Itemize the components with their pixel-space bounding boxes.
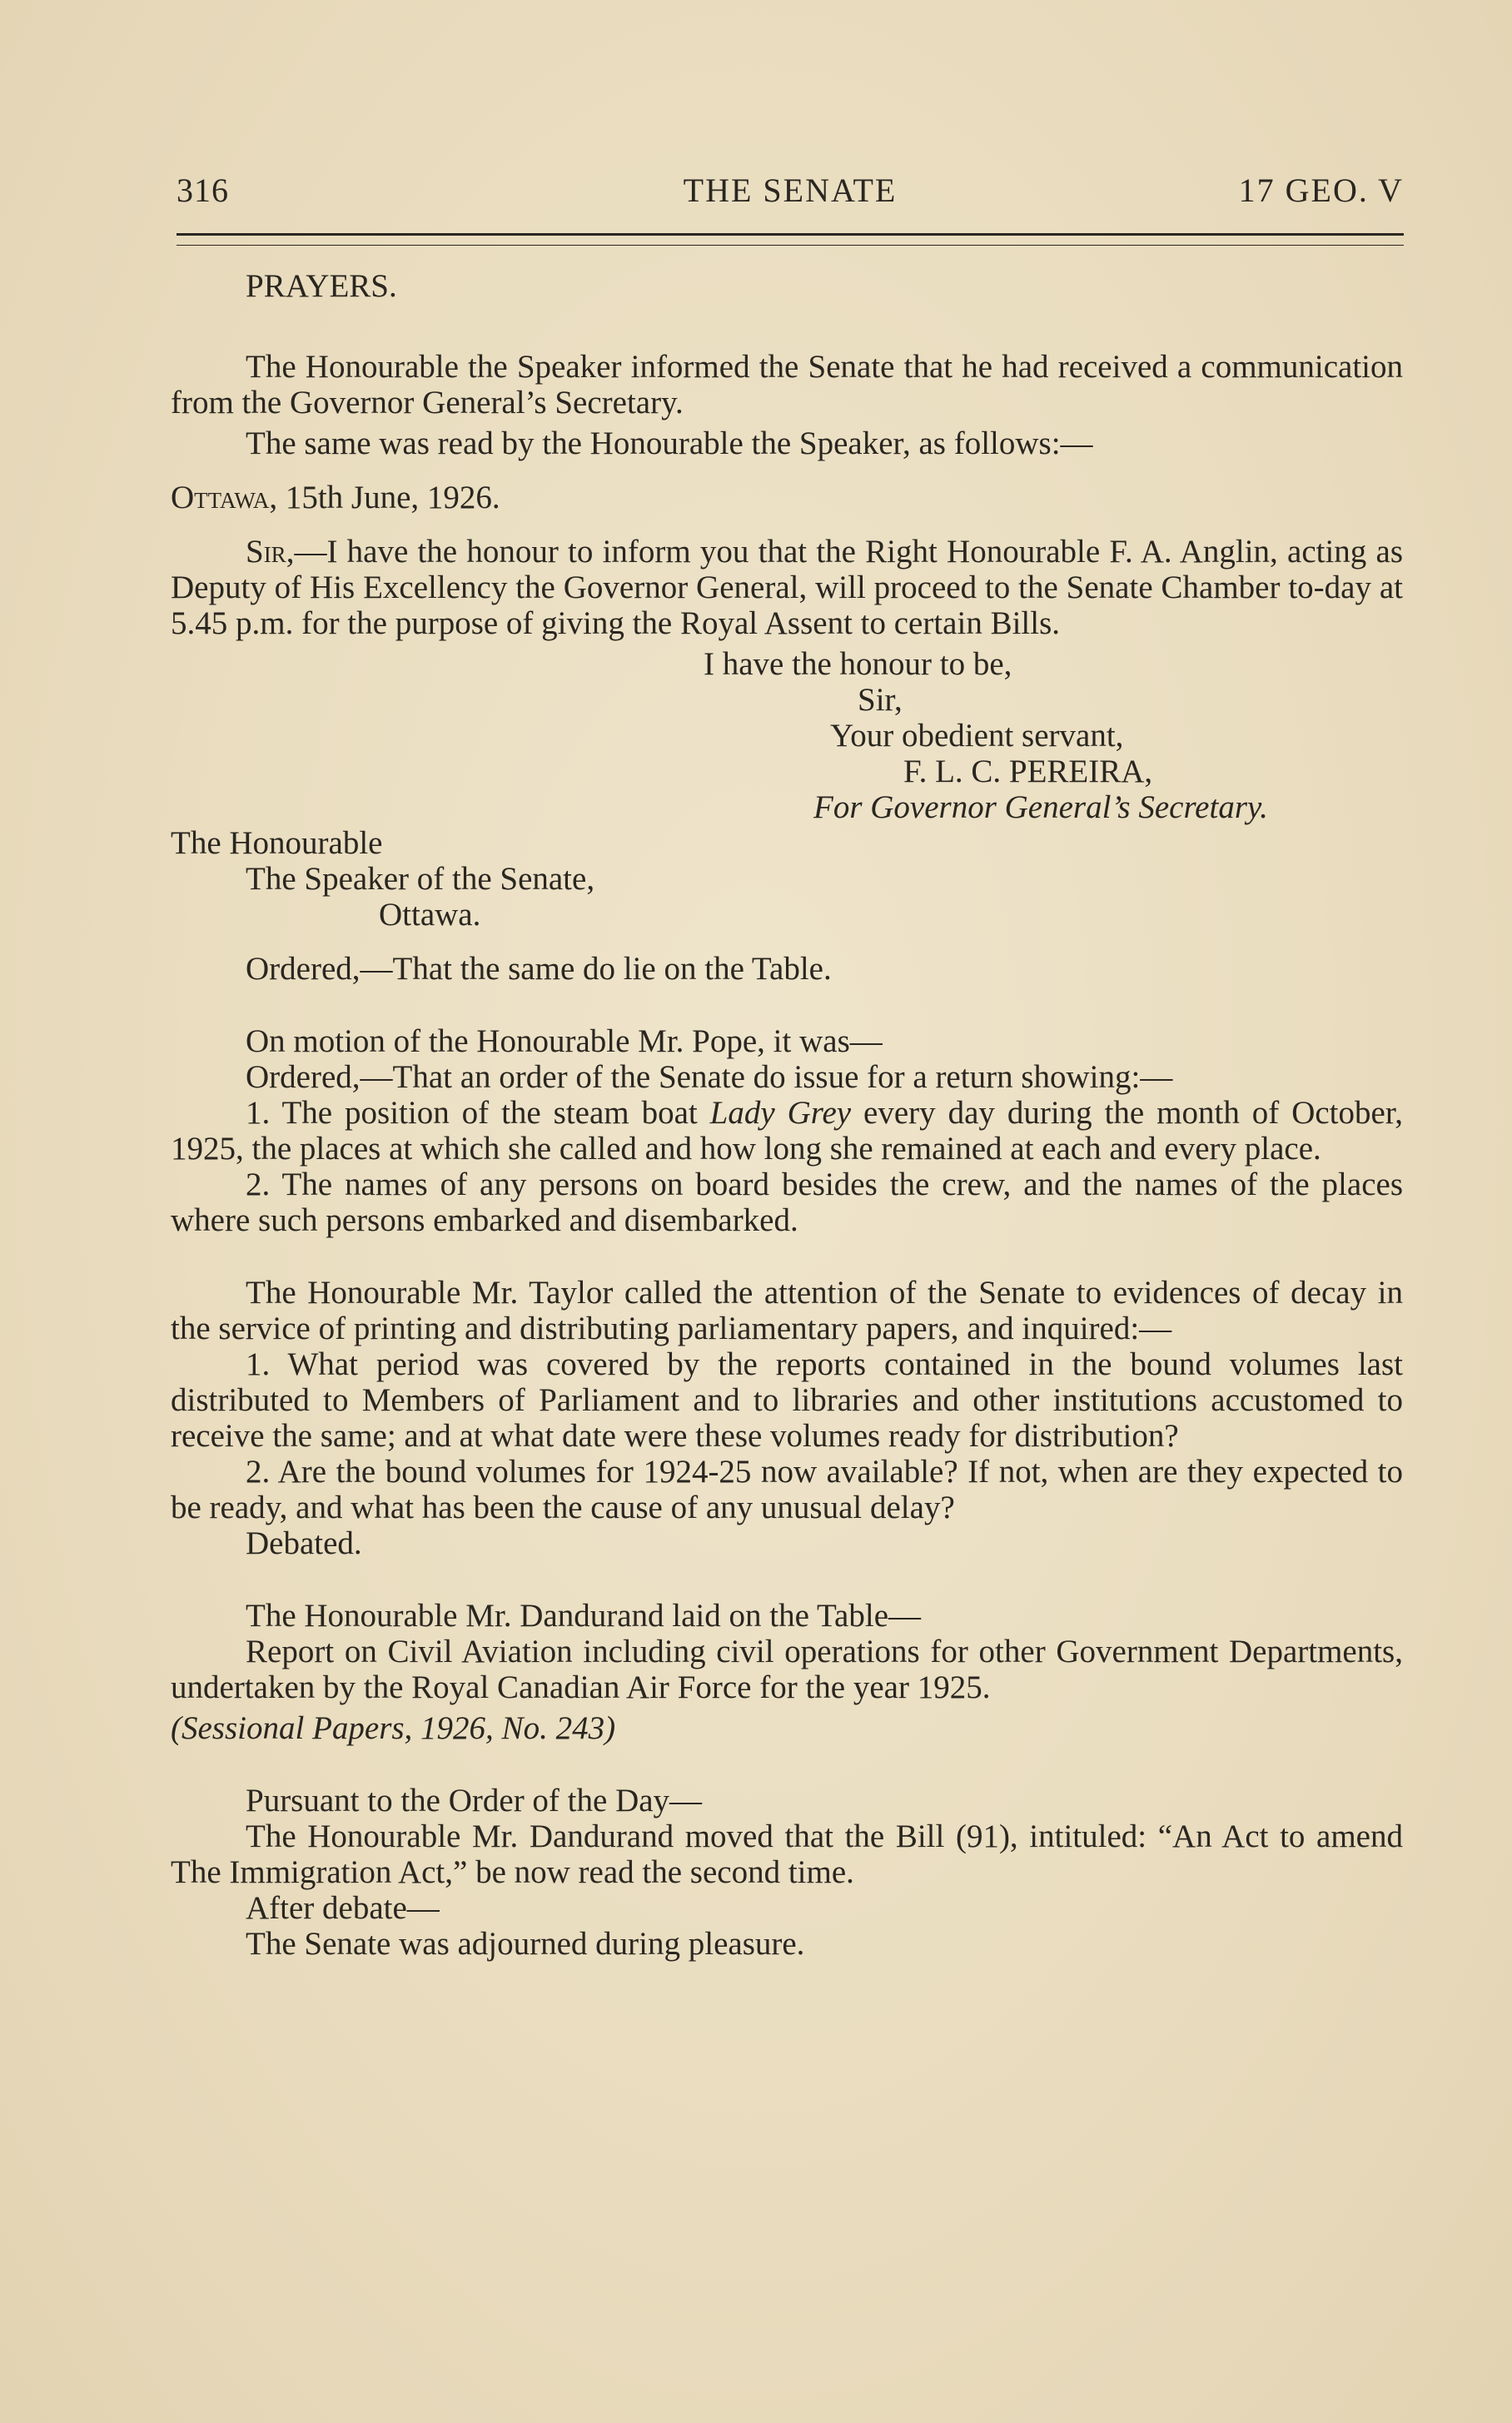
taylor-inquiry: The Honourable Mr. Taylor called the attention of the Senate to evidences of decay in the service of printing and distributing parliamentary papers, and inquired:— bbox=[171, 1275, 1403, 1346]
signature-title: For Governor General’s Secretary. bbox=[813, 789, 1268, 825]
aviation-report: Report on Civil Aviation including civil operations for other Government Departments, undertaken by the Royal Canadian Air Force for the year 1925. bbox=[171, 1634, 1403, 1705]
order-of-day: Pursuant to the Order of the Day— bbox=[246, 1783, 703, 1818]
read-by-speaker: The same was read by the Honourable the Speaker, as follows:— bbox=[246, 425, 1093, 461]
letter-salutation: Sir, bbox=[246, 534, 295, 570]
item1-text-b: every day during the month of October, 1925, the places at which she called and how long she remained at each and every place. bbox=[171, 1095, 1403, 1167]
after-debate: After debate— bbox=[246, 1890, 440, 1926]
closing-line-2: Sir, bbox=[858, 682, 903, 718]
return-item-1 bbox=[171, 1095, 1403, 1167]
pope-motion: On motion of the Honourable Mr. Pope, it was— bbox=[246, 1023, 883, 1059]
letter-place: Ottawa bbox=[171, 480, 270, 515]
item1-text-a: 1. The position of the steam boat bbox=[246, 1095, 710, 1131]
prayers-heading: PRAYERS. bbox=[246, 268, 397, 304]
regnal-year: 17 GEO. V bbox=[1238, 172, 1404, 209]
address-line-1: The Honourable bbox=[171, 825, 383, 861]
header-rule-thin bbox=[177, 245, 1404, 246]
address-line-2: The Speaker of the Senate, bbox=[246, 861, 595, 897]
debated: Debated. bbox=[246, 1525, 362, 1561]
letter-dateline bbox=[171, 480, 1403, 515]
pope-ordered: Ordered,—That an order of the Senate do issue for a return showing:— bbox=[246, 1059, 1173, 1095]
return-item-2: 2. The names of any persons on board besides the crew, and the names of the places where such persons embarked and disembarked. bbox=[171, 1167, 1403, 1238]
header-rule-thick bbox=[177, 233, 1404, 236]
bill-motion: The Honourable Mr. Dandurand moved that the Bill (91), intituled: “An Act to amend The Immigration Act,” be now read the second time. bbox=[171, 1818, 1403, 1890]
letter-address bbox=[171, 825, 1403, 933]
dandurand-laid: The Honourable Mr. Dandurand laid on the Table— bbox=[246, 1598, 922, 1634]
ordered-lie-on-table: Ordered,—That the same do lie on the Table. bbox=[246, 951, 832, 987]
letter-text: —I have the honour to inform you that the Right Honourable F. A. Anglin, acting as Deputy of His Excellency the Governor General, will proceed to the Senate Chamber to-day at 5.45 p.m. for the purpose of giving the Royal Assent to certain Bills. bbox=[171, 534, 1403, 641]
page-number: 316 bbox=[177, 172, 229, 209]
running-header bbox=[177, 171, 1404, 217]
signature-name: F. L. C. PEREIRA, bbox=[903, 754, 1153, 789]
ship-name: Lady Grey bbox=[709, 1095, 852, 1131]
journal-title: THE SENATE bbox=[683, 172, 898, 209]
sessional-papers-ref: (Sessional Papers, 1926, No. 243) bbox=[171, 1710, 616, 1746]
closing-line-3: Your obedient servant, bbox=[830, 718, 1124, 754]
closing-line-1: I have the honour to be, bbox=[704, 646, 1012, 682]
letter-date: , 15th June, 1926. bbox=[269, 480, 500, 515]
taylor-question-2: 2. Are the bound volumes for 1924-25 now available? If not, when are they expected to be ready, and what has been the cause of any unusual delay? bbox=[171, 1454, 1403, 1525]
intro-paragraph: The Honourable the Speaker informed the Senate that he had received a communication from the Governor General’s Secretary. bbox=[171, 349, 1403, 420]
letter-body bbox=[171, 534, 1403, 641]
taylor-question-1: 1. What period was covered by the reports contained in the bound volumes last distributed to Members of Parliament and to libraries and other institutions accustomed to receive the same; and at what date were these volumes ready for distribution? bbox=[171, 1346, 1403, 1454]
address-line-3: Ottawa. bbox=[379, 897, 481, 933]
page-body bbox=[171, 268, 1403, 1962]
senate-adjourned: The Senate was adjourned during pleasure. bbox=[246, 1926, 805, 1962]
letter-closing bbox=[704, 646, 1403, 825]
